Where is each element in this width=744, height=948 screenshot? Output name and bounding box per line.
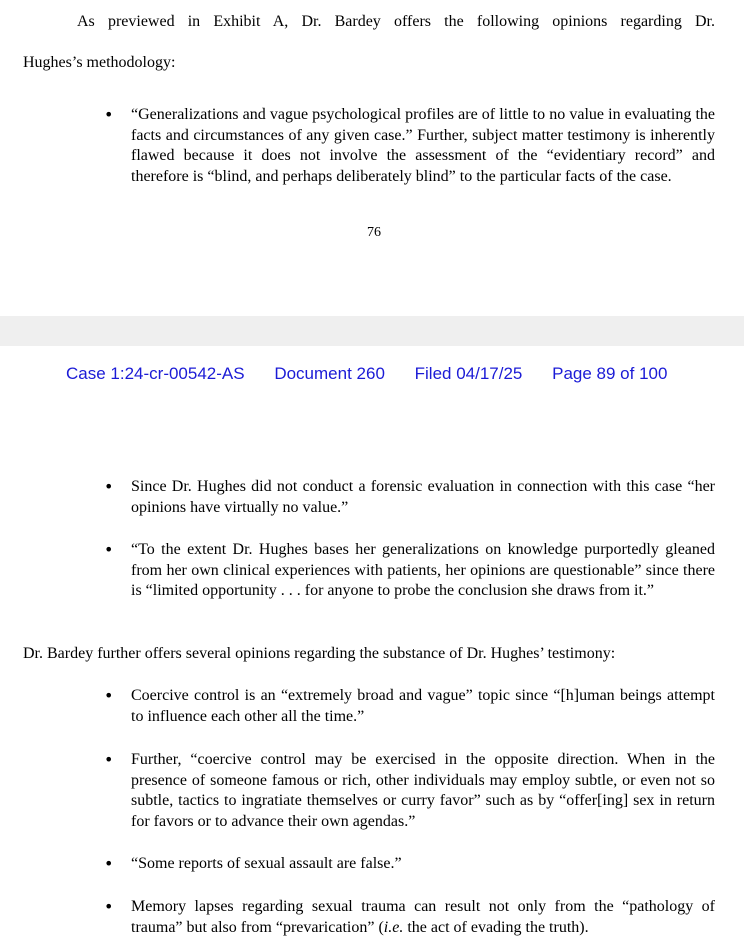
- substance-lead-paragraph: Dr. Bardey further offers several opinions regarding the substance of Dr. Hughes’ testimony:: [23, 645, 616, 662]
- bullet-icon: •: [104, 686, 114, 705]
- page-indicator: Page 89 of 100: [552, 364, 668, 383]
- page-separator: [0, 316, 744, 346]
- substance-bullet-1: Coercive control is an “extremely broad and vague” topic since “[h]uman beings attempt to influence each other all the time.”: [131, 687, 715, 725]
- intro-paragraph-line-1: As previewed in Exhibit A, Dr. Bardey offers the following opinions regarding Dr.: [77, 13, 715, 30]
- substance-bullet-2: Further, “coercive control may be exercised in the opposite direction. When in the presence of someone famous or rich, other individuals may employ subtle, or even not so subtle, tactics to ingratiate themselves or curry favor” such as by “offer[ing] sex in return for favors or to advance their own agendas.”: [131, 751, 715, 830]
- page-number: 76: [367, 225, 381, 240]
- document-number: Document 260: [274, 364, 385, 383]
- substance-bullet-3: “Some reports of sexual assault are false.”: [131, 855, 402, 872]
- bullet-icon: •: [104, 750, 114, 769]
- methodology-bullet-1: “Generalizations and vague psychological profiles are of little to no value in evaluating the facts and circumstances of any given case.” Further, subject matter testimony is inherently flawed because it does not involve the assessment of the “evidentiary record” and therefore is “blind, and perhaps deliberately blind” to the particular facts of the case.: [131, 106, 715, 185]
- intro-paragraph-line-2: Hughes’s methodology:: [23, 54, 176, 71]
- methodology-bullet-3: “To the extent Dr. Hughes bases her generalizations on knowledge purportedly gleaned from her own clinical experiences with patients, her opinions are questionable” since there is “limited opportunity . . . for anyone to probe the conclusion she draws from it.”: [131, 541, 715, 599]
- case-number: Case 1:24-cr-00542-AS: [66, 364, 245, 383]
- filed-date: Filed 04/17/25: [414, 364, 523, 383]
- substance-bullet-4: [131, 897, 715, 938]
- bullet-icon: •: [104, 477, 114, 496]
- bullet-icon: •: [104, 897, 114, 916]
- bullet-icon: •: [104, 854, 114, 873]
- bullet-7-text-end: the act of evading the truth).: [403, 918, 589, 936]
- bullet-7-text-start: Memory lapses regarding sexual trauma can result not only from the “pathology of trauma” but also from “prevarication” (: [131, 898, 715, 936]
- methodology-bullet-2: Since Dr. Hughes did not conduct a forensic evaluation in connection with this case “her opinions have virtually no value.”: [131, 478, 715, 516]
- bullet-icon: •: [104, 540, 114, 559]
- page-top: [0, 0, 744, 316]
- document-header: [66, 363, 744, 385]
- bullet-icon: •: [104, 105, 114, 124]
- ie-italic: i.e.: [383, 918, 404, 936]
